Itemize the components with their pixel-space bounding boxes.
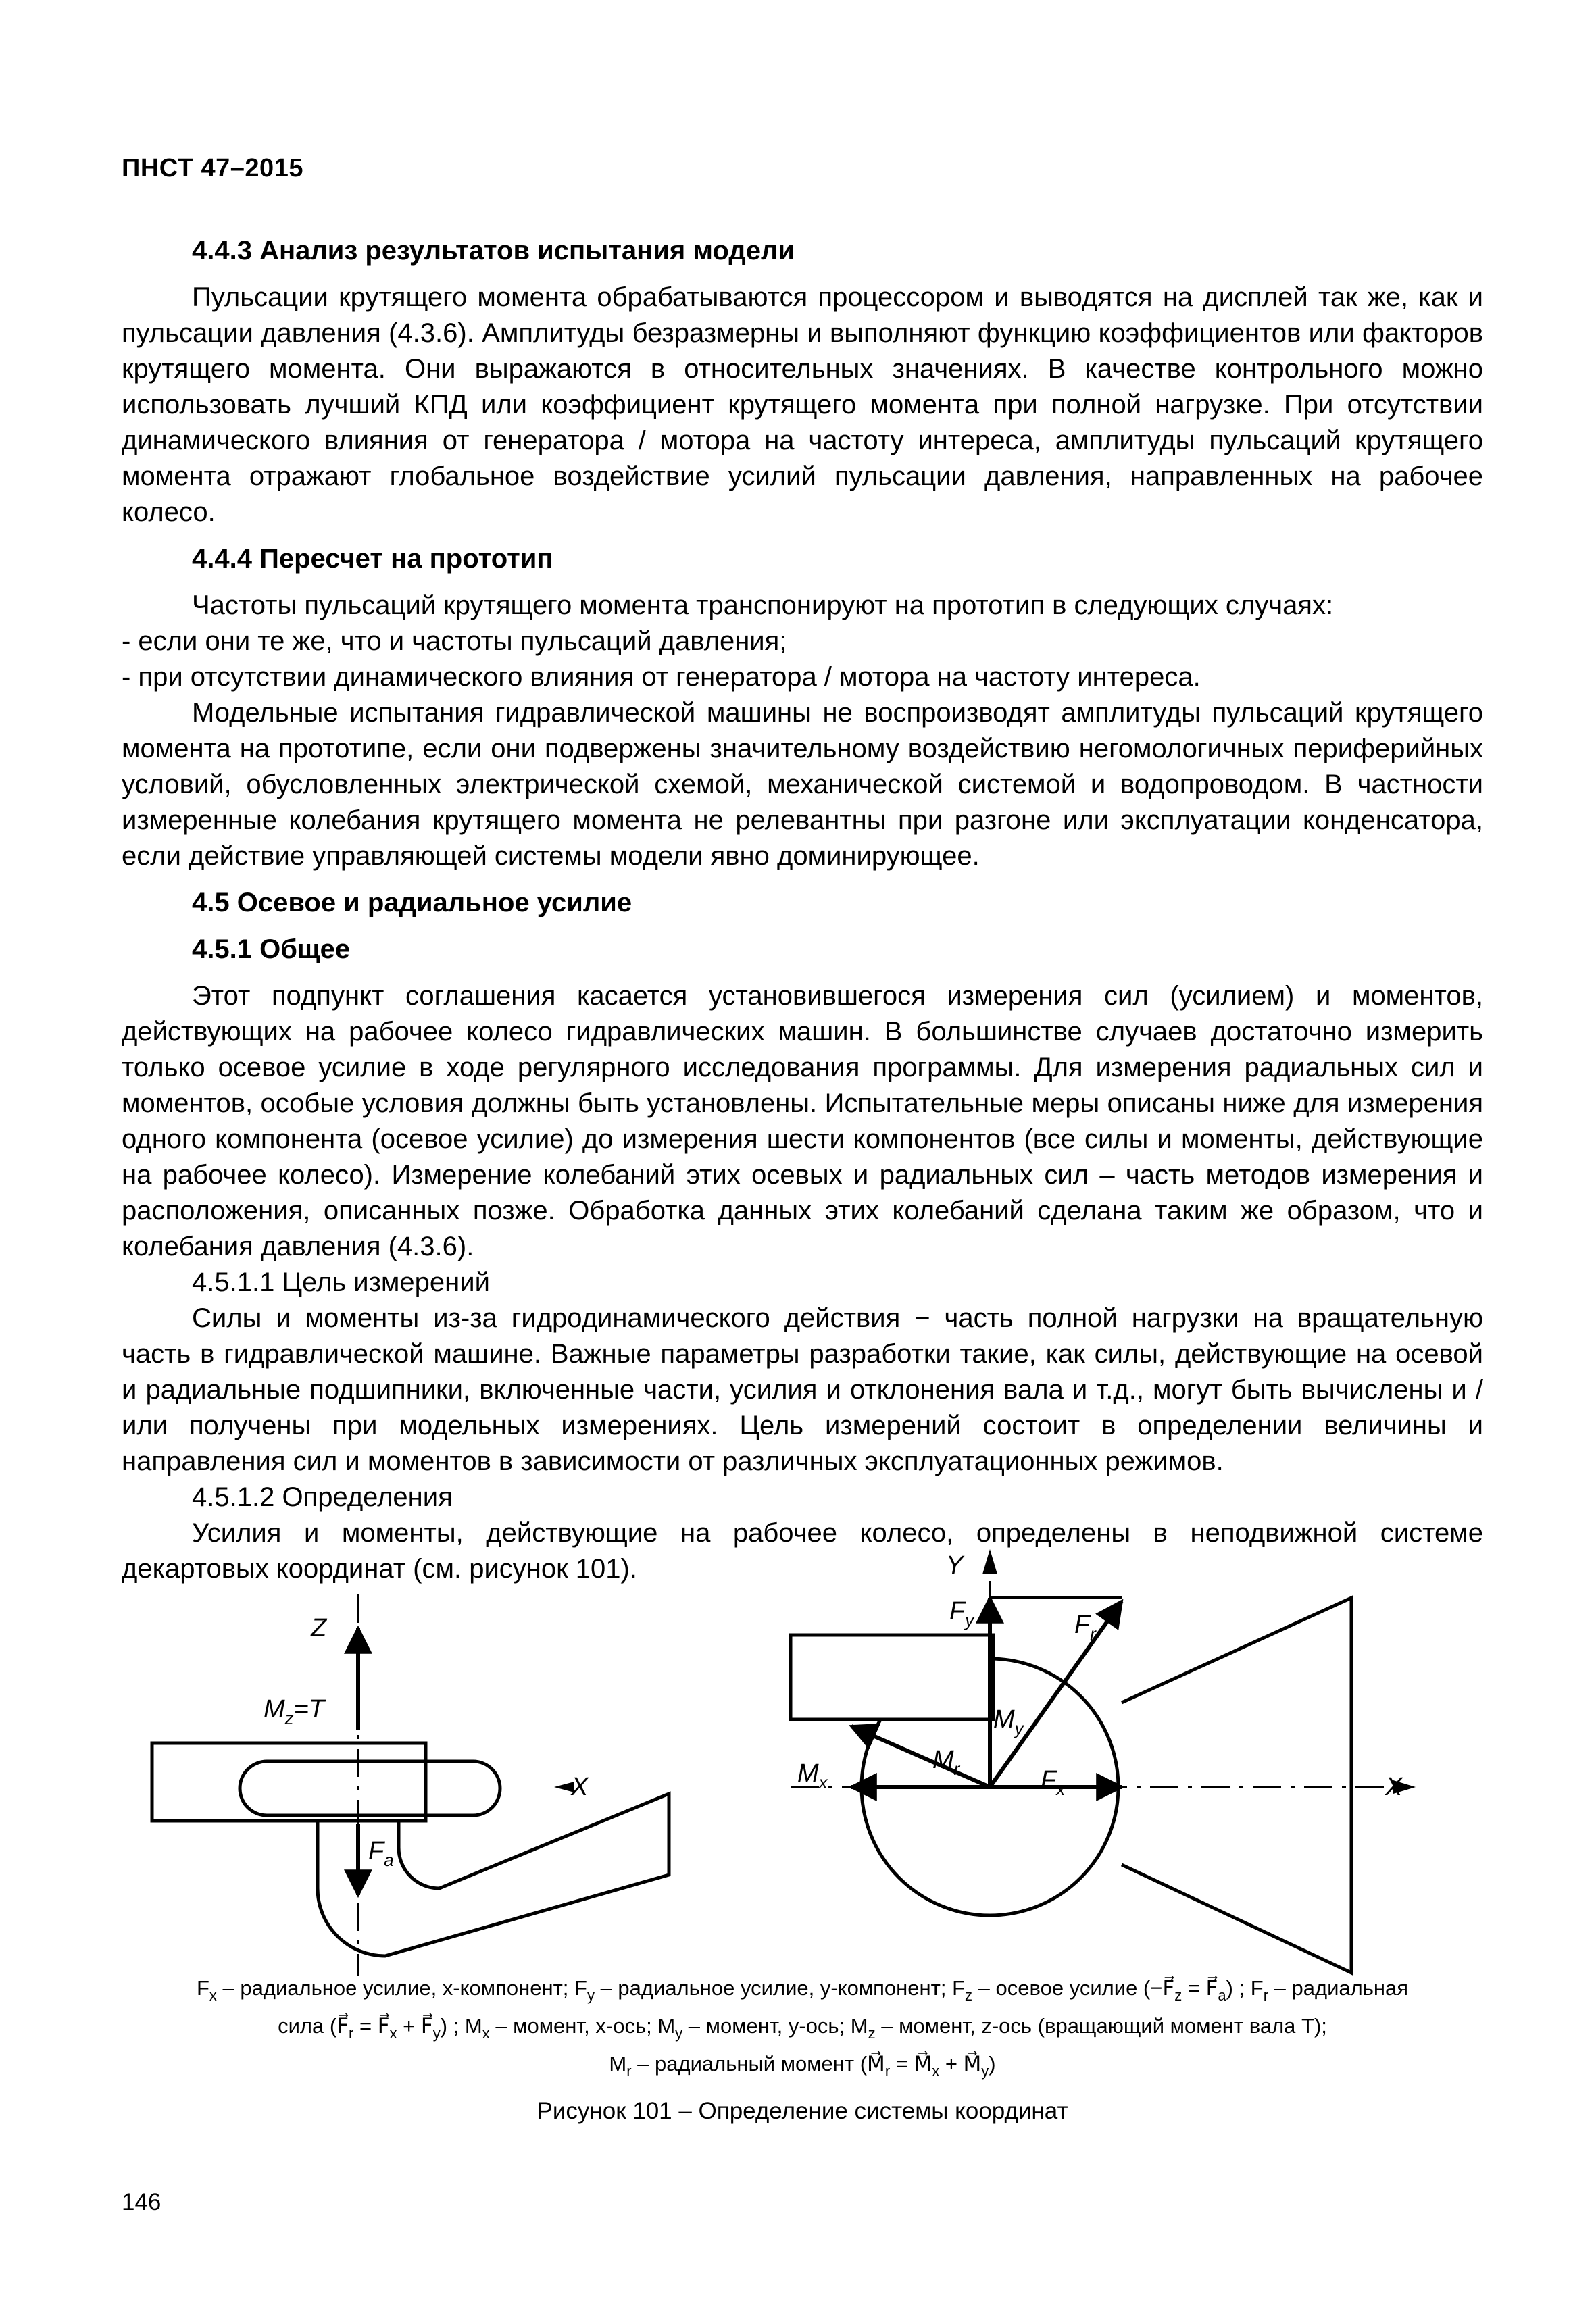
left-x-label: X <box>571 1773 589 1801</box>
left-hub-rect <box>152 1743 426 1821</box>
right-mx-label: $M_x$ <box>797 1759 828 1792</box>
right-fr-arrow <box>990 1601 1122 1787</box>
page-number: 146 <box>122 2189 161 2215</box>
right-mr-label: $M_r$ <box>932 1746 960 1779</box>
right-my-label: $M_y$ <box>993 1705 1024 1738</box>
right-fr-label: $F_r$ <box>1074 1611 1096 1644</box>
section-4-5-1-2-paragraph: Усилия и моменты, действующие на рабочее колесо, определены в неподвижной системе декартовых координат (см. рисунок 101). <box>122 1518 1483 1584</box>
section-4-4-4-list-item-2: - при отсутствии динамического влияния от генератора / мотора на частоту интереса. <box>122 662 1201 692</box>
left-blade-outer <box>318 1794 669 1956</box>
figure-101-drawing <box>122 1510 1483 1976</box>
left-fa-label: $F_a$ <box>368 1837 394 1870</box>
section-4-5-1-paragraph: Этот подпункт соглашения касается установившегося измерения сил (усилием) и моментов, действующих на рабочее колесо гидравлических машин. В большинстве случаев достаточно измерить только осевое усилие в ходе регулярного исследования программы. Для измерения радиальных сил и моментов, особые условия должны быть установлены. Испытательные меры описаны ниже для измерения одного компонента (осевое усилие) до измерения шести компонентов (все силы и моменты, действующие на рабочее колесо). Измерение колебаний этих осевых и радиальных сил – часть методов измерения и расположения, описанных позже. Обработка данных этих колебаний сделана таким же образом, что и колебания давления (4.3.6). <box>122 981 1483 1261</box>
section-4-4-4-paragraph-1: Частоты пульсаций крутящего момента транспонируют на прототип в следующих случаях: <box>192 590 1334 620</box>
right-x-label: X <box>1385 1773 1403 1801</box>
section-4-5-1-2-title: 4.5.1.2 Определения <box>192 1482 453 1512</box>
right-fy-label: $F_y$ <box>949 1597 974 1630</box>
document-body <box>122 233 1483 1587</box>
section-4-5-1-1-title: 4.5.1.1 Цель измерений <box>192 1267 490 1297</box>
section-4-5-1-title: 4.5.1 Общее <box>192 934 351 964</box>
section-4-4-4-list-item-1: - если они те же, что и частоты пульсаций давления; <box>122 626 787 656</box>
right-hub-rect <box>791 1635 993 1719</box>
section-4-4-3-title: 4.4.3 Анализ результатов испытания модели <box>192 236 795 266</box>
right-fx-label: $F_x$ <box>1041 1766 1066 1799</box>
right-mr-arrow <box>851 1726 990 1787</box>
figure-101-legend <box>122 1973 1483 2086</box>
right-y-label: Y <box>946 1551 964 1580</box>
document-code: ПНСТ 47–2015 <box>122 154 303 182</box>
right-y-arrowhead <box>982 1549 997 1574</box>
right-draft-tube <box>1122 1598 1351 1973</box>
right-diagram <box>791 1581 1405 1973</box>
legend-line-2: сила ($F⃗_r$ = $F⃗_x$ + $F⃗_y$) ; $M_x$ – момент, x-ось; $M_y$ – момент, y-ось; $M_z$ – момент, z-ось (вращающий момент вала T); <box>278 2014 1327 2042</box>
figure-101-title: Рисунок 101 – Определение системы координат <box>537 2098 1068 2124</box>
section-4-4-3-paragraph: Пульсации крутящего момента обрабатываются процессором и выводятся на дисплей так же, как и пульсации давления (4.3.6). Амплитуды безразмерны и выполняют функцию коэффициентов или факторов крутящего момента. Они выражаются в относительных значениях. В качестве контрольного можно использовать лучший КПД или коэффициент крутящего момента при полной нагрузке. При отсутствии динамического влияния от генератора / мотора на частоту интереса, амплитуды пульсаций крутящего момента отражают глобальное воздействие усилий пульсации давления, направленных на рабочее колесо. <box>122 282 1483 527</box>
figure-101 <box>122 1510 1483 2003</box>
section-4-5-1-1-paragraph: Силы и моменты из-за гидродинамического действия − часть полной нагрузки на вращательную часть в гидравлической машине. Важные параметры разработки такие, как силы, действующие на осевой и радиальные подшипники, включенные части, усилия и отклонения вала и т.д., могут быть вычислены и / или получены при модельных измерениях. Цель измерений состоит в определении величины и направления сил и моментов в зависимости от различных эксплуатационных режимов. <box>122 1303 1483 1476</box>
left-mz-label: $M_z=T$ <box>264 1695 325 1728</box>
left-z-label: Z <box>311 1614 327 1642</box>
left-diagram <box>152 1594 669 1976</box>
section-4-4-4-paragraph-2: Модельные испытания гидравлической машины не воспроизводят амплитуды пульсаций крутящего момента на прототипе, если они подвержены значительному воздействию негомологичных периферийных условий, обусловленных электрической схемой, механической системой и водопроводом. В частности измеренные колебания крутящего момента не релевантны при разгоне или эксплуатации конденсатора, если действие управляющей системы модели явно доминирующее. <box>122 698 1483 871</box>
legend-line-3: $M_r$ – радиальный момент ($M⃗_r$ = $M⃗_x$ + $M⃗_y$) <box>609 2052 996 2080</box>
section-4-4-4-title: 4.4.4 Пересчет на прототип <box>192 544 553 574</box>
left-runner-slot <box>240 1761 500 1815</box>
legend-line-1: $F_x$ – радиальное усилие, x-компонент; $F_y$ – радиальное усилие, y-компонент; $F_z$ – осевое усилие ($-F⃗_z$ = $F⃗_a$) ; $F_r$ – радиальная <box>196 1976 1409 2004</box>
section-4-5-title: 4.5 Осевое и радиальное усилие <box>192 888 632 917</box>
